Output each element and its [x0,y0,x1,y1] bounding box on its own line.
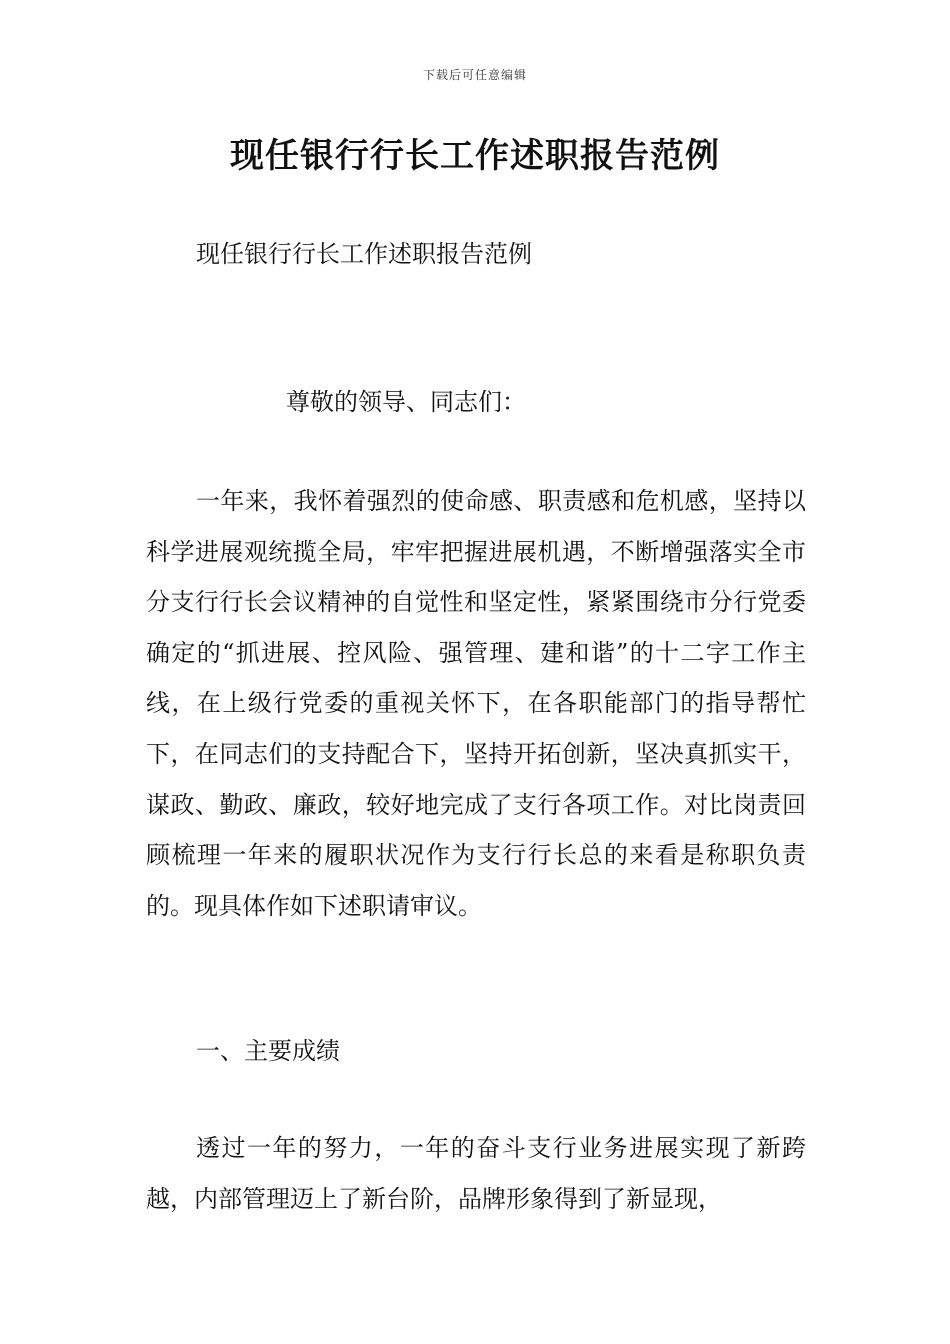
header-note: 下载后可任意编辑 [422,68,527,82]
greeting-line: 尊敬的领导、同志们： [286,388,526,416]
body-paragraph-achievements: 透过一年的努力，一年的奋斗支行业务进展实现了新跨越，内部管理迈上了新台阶，品牌形象得到了新显现， [146,1134,806,1213]
section-heading-achievements: 一、主要成绩 [196,1037,340,1065]
document-title: 现任银行行长工作述职报告范例 [230,136,720,176]
document-subtitle: 现任银行行长工作述职报告范例 [196,240,532,268]
body-paragraph-intro: 一年来，我怀着强烈的使命感、职责感和危机感，坚持以科学进展观统揽全局，牢牢把握进展机遇，不断增强落实全市分支行行长会议精神的自觉性和坚定性，紧紧围绕市分行党委确定的“抓进展、控风险、强管理、建和谐”的十二字工作主线，在上级行党委的重视关怀下，在各职能部门的指导帮忙下，在同志们的支持配合下，坚持开拓创新，坚决真抓实干，谋政、勤政、廉政，较好地完成了支行各项工作。对比岗责回顾梳理一年来的履职状况作为支行行长总的来看是称职负责的。现具体作如下述职请审议。 [146,487,806,920]
